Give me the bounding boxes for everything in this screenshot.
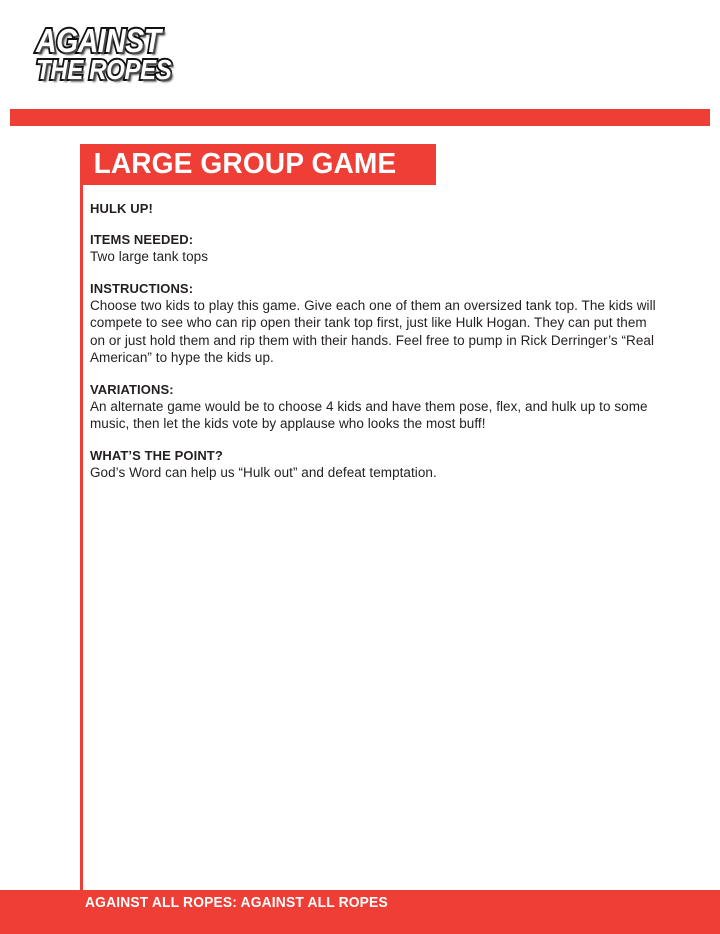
section-body: God’s Word can help us “Hulk out” and defeat temptation.: [90, 464, 437, 480]
logo-line-the-ropes: THE ROPES: [36, 54, 172, 86]
page-title: LARGE GROUP GAME: [93, 148, 397, 180]
footer-label: AGAINST ALL ROPES: AGAINST ALL ROPES: [85, 894, 388, 911]
section-heading: ITEMS NEEDED:: [90, 232, 194, 247]
section-variations: [90, 381, 665, 433]
section-items-needed: [90, 231, 665, 266]
game-title-section: [90, 200, 665, 217]
top-accent-bar: [10, 109, 710, 126]
section-body: Two large tank tops: [90, 249, 209, 264]
section-body: An alternate game would be to choose 4 kids and have them pose, flex, and hulk up to some music, then let the kids vote by applause who looks the most buff!: [90, 398, 648, 431]
logo-line-against: AGAINST: [36, 22, 161, 59]
section-body: Choose two kids to play this game. Give each one of them an oversized tank top. The kids will compete to see who can rip open their tank top first, just like Hulk Hogan. They can put them on or just hold them and rip them with their hands. Feel free to pump in Rick Derringer’s “Real American” to hype the kids up.: [90, 297, 656, 365]
section-heading: WHAT’S THE POINT?: [90, 447, 223, 463]
section-heading: VARIATIONS:: [90, 381, 174, 397]
game-title: HULK UP!: [90, 201, 153, 216]
document-content: [90, 200, 665, 481]
section-heading: INSTRUCTIONS:: [90, 280, 194, 296]
brand-logo: [36, 22, 236, 86]
section-whats-the-point: [90, 447, 665, 482]
section-instructions: [90, 280, 665, 367]
page-title-banner: [80, 144, 436, 185]
vertical-accent-rule: [80, 185, 83, 890]
